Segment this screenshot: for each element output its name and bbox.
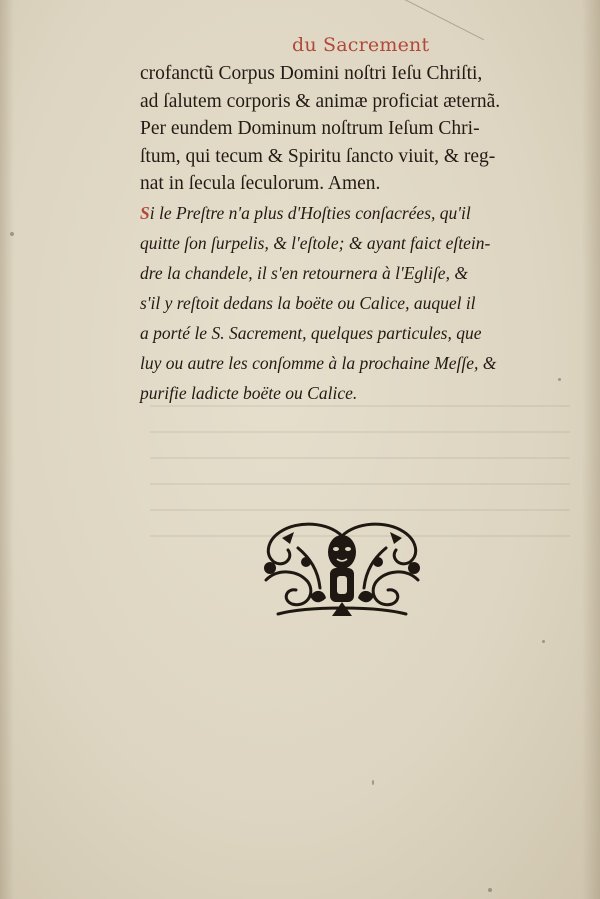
rubric-line: purifie ladicte boëte ou Calice. <box>140 383 358 403</box>
rubric-line: s'il y reſtoit dedans la boëte ou Calice, auquel il <box>140 293 476 313</box>
paper-speck <box>542 640 545 643</box>
prayer-line: nat in ſecula ſeculorum. Amen. <box>140 173 381 194</box>
prayer-line: crofanctũ Corpus Domini noſtri Ieſu Chriſti, <box>140 63 483 84</box>
rubric-first-line-rest: i le Preſtre n'a plus d'Hoſties conſacrées, qu'il <box>149 203 471 223</box>
rubric-line-first <box>140 198 585 228</box>
prayer-line: ſtum, qui tecum & Spiritu ſancto viuit, & reg- <box>140 145 496 167</box>
prayer-line: ad ſalutem corporis & animæ proficiat æternã. <box>140 90 501 112</box>
prayer-text <box>140 60 580 198</box>
ornament-icon <box>258 518 426 618</box>
running-head: du Sacrement <box>292 34 430 56</box>
paper-speck <box>372 780 374 785</box>
rubric-text <box>140 198 585 408</box>
rubric-line: dre la chandele, il s'en retournera à l'Egliſe, & <box>140 263 468 283</box>
rubric-initial: S <box>140 203 150 223</box>
rubric-line: quitte ſon ſurpelis, & l'eſtole; & ayant faict eſtein- <box>140 233 491 253</box>
paper-speck <box>10 232 14 236</box>
rubric-line: luy ou autre les conſomme à la prochaine Meſſe, & <box>140 353 497 373</box>
rubric-line: a porté le S. Sacrement, quelques particules, que <box>140 323 482 343</box>
prayer-line: Per eundem Dominum noſtrum Ieſum Chri- <box>140 118 480 139</box>
paper-speck <box>558 378 561 381</box>
paper-speck <box>488 888 492 892</box>
